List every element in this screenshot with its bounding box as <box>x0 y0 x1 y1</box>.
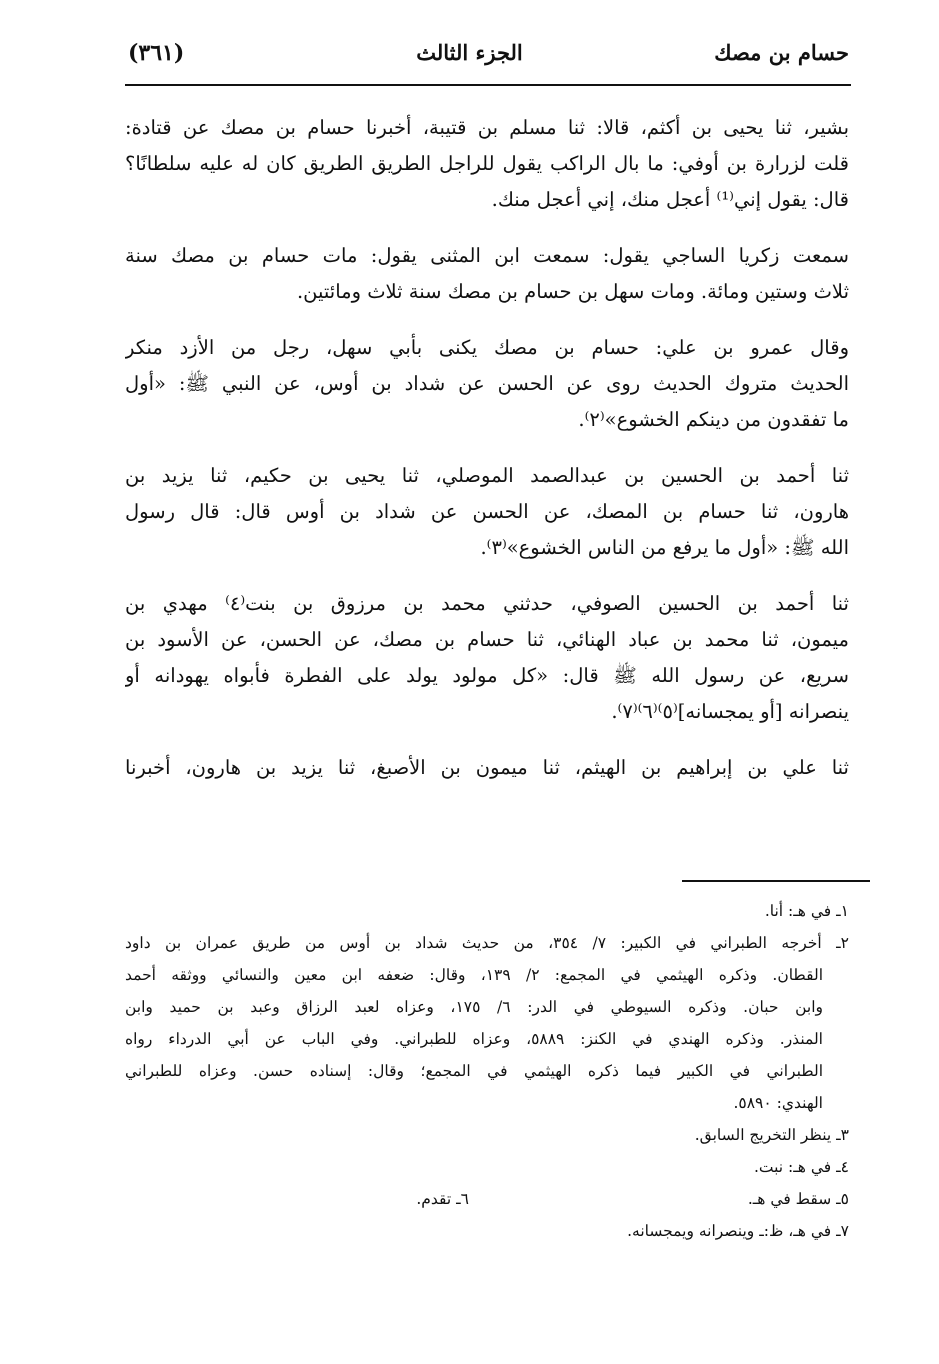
main-text <box>125 110 849 806</box>
paragraph <box>125 238 849 310</box>
text-line: ميمون، ثنا محمد بن عباد الهنائي، ثنا حسام بن مصك، عن الحسن، عن الأسود بن <box>125 628 849 651</box>
footnote-5: ٥ـ سقط في هـ. <box>747 1190 849 1208</box>
paragraph <box>125 110 849 218</box>
text-line: وقال عمرو بن علي: حسام بن مصك يكنى بأبي سهل، رجل من الأزد منكر <box>125 336 849 359</box>
text-line: قلت لزرارة بن أوفي: ما بال الراكب يقول للراجل الطريق الطريق كان له عليه سلطانًا؟ <box>125 152 849 175</box>
text-line: ما تفقدون من دينكم الخشوع»⁽٢⁾. <box>578 408 849 431</box>
footnote-line: وابن حبان. وذكره السيوطي في الدر: ٦/ ١٧٥، وعزاه لعبد الرزاق وعبد بن حميد وابن <box>125 998 823 1016</box>
footnote-1: ١ـ في هـ: أنا. <box>764 902 849 920</box>
footnote-line: القطان. وذكره الهيثمي في المجمع: ٢/ ١٣٩، وقال: ضعفه ابن معين والنسائي ووثقه أحمد <box>125 966 824 984</box>
footnote-4: ٤ـ في هـ: نبت. <box>753 1158 849 1176</box>
paragraph <box>125 750 849 786</box>
text-line: بشير، ثنا يحيى بن أكثم، قالا: ثنا مسلم بن قتيبة، أخبرنا حسام بن مصك عن قتادة: <box>125 116 849 139</box>
footnote-2 <box>125 927 849 1119</box>
header-rule <box>125 84 851 86</box>
text-line: ثنا علي بن إبراهيم بن الهيثم، ثنا ميمون بن الأصبغ، ثنا يزيد بن هارون، أخبرنا <box>125 756 849 779</box>
footnote-6: ٦ـ تقدم. <box>416 1190 469 1208</box>
text-line: الله ﷺ: «أول ما يرفع من الناس الخشوع»⁽٣⁾. <box>480 536 849 559</box>
footnote-3: ٣ـ ينظر التخريج السابق. <box>694 1126 849 1144</box>
paragraph <box>125 586 849 730</box>
footnote-7: ٧ـ في هـ، ظ:ـ وينصرانه ويمجسانه. <box>627 1222 849 1240</box>
footnote-line: ٢ـ أخرجه الطبراني في الكبير: ٧/ ٣٥٤، من حديث شداد بن أوس من طريق عمران بن داود <box>125 934 849 952</box>
text-line: ثلاث وستين ومائة. ومات سهل بن حسام بن مصك سنة ثلاث ومائتين. <box>296 280 849 303</box>
text-line: قال: يقول إني⁽¹⁾ أعجل منك، إني أعجل منك. <box>491 188 849 211</box>
footnotes <box>125 895 849 1247</box>
text-line: سريع، عن رسول الله ﷺ قال: «كل مولود يولد على الفطرة فأبواه يهودانه أو <box>125 664 849 687</box>
footnote-line: المنذر. وذكره الهندي في الكنز: ٥٨٨٩، وعزاه للطبراني. وفي الباب عن أبي الدرداء رواه <box>125 1030 823 1048</box>
text-line: ثنا أحمد بن الحسين بن عبدالصمد الموصلي، ثنا يحيى بن حكيم، ثنا يزيد بن <box>125 464 849 487</box>
paragraph <box>125 458 849 566</box>
footnote-row <box>125 1183 849 1215</box>
page-number: (٣٦١) <box>128 40 185 66</box>
text-line: ينصرانه [أو يمجسانه]⁽٥⁾⁽٦⁾⁽٧⁾. <box>611 700 849 723</box>
footnote-line: الطبراني في الكبير فيما ذكره الهيثمي في المجمع؛ وقال: إسناده حسن. وعزاه للطبراني <box>125 1062 823 1080</box>
text-line: ثنا أحمد بن الحسين الصوفي، حدثني محمد بن مرزوق بن بنت⁽٤⁾ مهدي بن <box>125 592 849 615</box>
text-line: سمعت زكريا الساجي يقول: سمعت ابن المثنى يقول: مات حسام بن مصك سنة <box>125 244 849 267</box>
paragraph <box>125 330 849 438</box>
running-header-entry: حسام بن مصك <box>714 40 849 65</box>
footnote-separator <box>682 880 870 882</box>
text-line: هارون، ثنا حسام بن المصك، عن الحسن عن شداد بن أوس قال: قال رسول <box>125 500 849 523</box>
running-header-volume: الجزء الثالث <box>416 40 523 65</box>
text-line: الحديث متروك الحديث روى عن الحسن عن شداد بن أوس، عن النبي ﷺ: «أول <box>125 372 849 395</box>
footnote-line: الهندي: ٥٨٩٠. <box>733 1094 823 1112</box>
